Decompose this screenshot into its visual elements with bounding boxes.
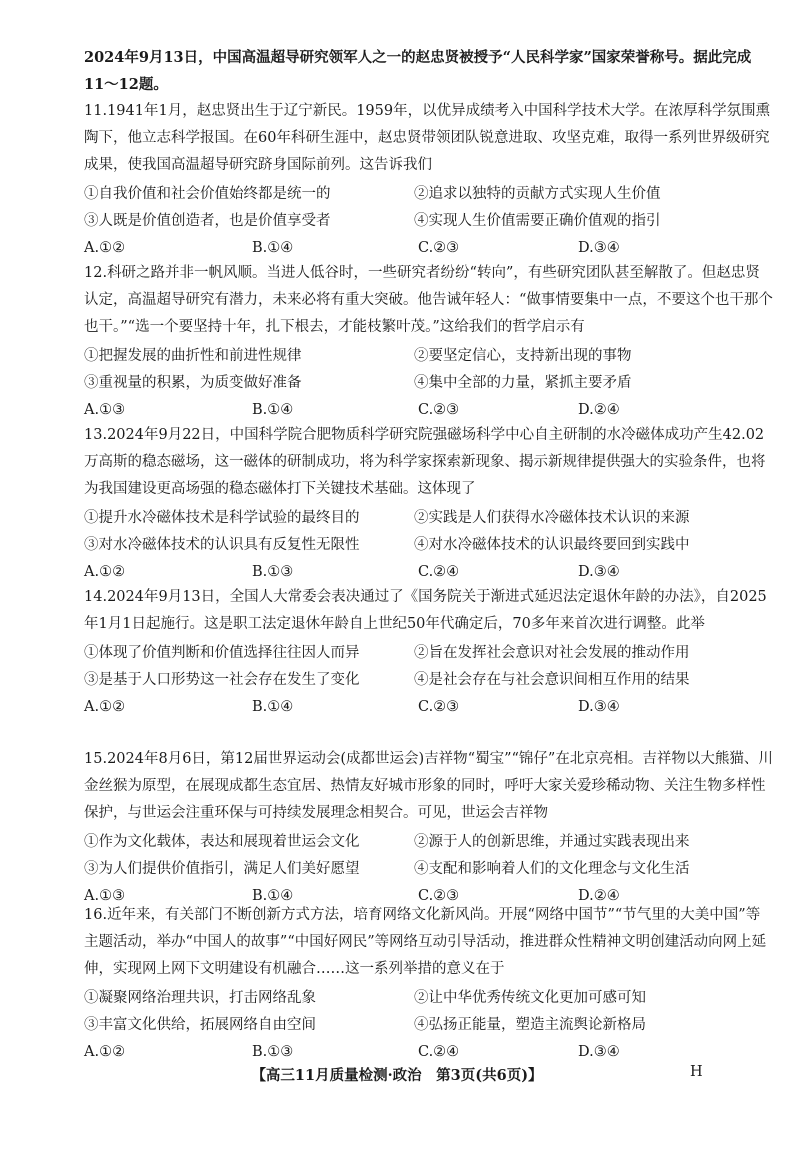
choice-a: A.①② [84, 1044, 126, 1060]
question-stem: 14.2024年9月13日，全国人大常委会表决通过了《国务院关于渐进式延迟法定退休年龄的办法》，自2025年1月1日起施行。这是职工法定退休年龄自上世纪50年代确定后，70多年来首次进行调整。此举 [84, 589, 767, 632]
choice-a: A.①③ [84, 402, 126, 418]
option-1: ①凝聚网络治理共识，打击网络乱象 [84, 990, 316, 1006]
choice-d: D.③④ [578, 564, 620, 580]
option-3: ③丰富文化供给，拓展网络自由空间 [84, 1017, 316, 1033]
choice-d: D.②④ [578, 402, 620, 418]
choice-d: D.③④ [578, 699, 620, 715]
question-stem: 15.2024年8月6日，第12届世界运动会(成都世运会)吉祥物“蜀宝”“锦仔”在北京亮相。吉祥物以大熊猫、川金丝猴为原型，在展现成都生态宜居、热情友好城市形象的同时，呼吁大家关爱珍稀动物、关注生物多样性保护，与世运会注重环保与可持续发展理念相契合。可见，世运会吉祥物 [84, 751, 773, 821]
option-4: ④集中全部的力量，紧抓主要矛盾 [414, 375, 632, 391]
choice-c: C.②③ [418, 699, 460, 715]
question-13 [84, 422, 774, 586]
option-1: ①自我价值和社会价值始终都是统一的 [84, 186, 331, 202]
option-3: ③人既是价值创造者，也是价值享受者 [84, 213, 331, 229]
choice-c: C.②③ [418, 240, 460, 256]
option-4: ④支配和影响着人们的文化理念与文化生活 [414, 861, 690, 877]
question-14 [84, 584, 774, 721]
option-list [84, 343, 774, 397]
option-3: ③是基于人口形势这一社会存在发生了变化 [84, 672, 360, 688]
question-16 [84, 902, 774, 1066]
choice-b: B.①③ [252, 564, 294, 580]
option-4: ④是社会存在与社会意识间相互作用的结果 [414, 672, 690, 688]
option-3: ③重视量的积累，为质变做好准备 [84, 375, 302, 391]
choice-list [84, 559, 774, 586]
option-list [84, 640, 774, 694]
choice-b: B.①③ [252, 1044, 294, 1060]
choice-d: D.③④ [578, 240, 620, 256]
choice-c: C.②④ [418, 564, 460, 580]
choice-b: B.①④ [252, 888, 294, 904]
choice-a: A.①② [84, 699, 126, 715]
question-12 [84, 260, 774, 424]
choice-c: C.②③ [418, 402, 460, 418]
option-4: ④对水冷磁体技术的认识最终要回到实践中 [414, 537, 690, 553]
option-3: ③为人们提供价值指引，满足人们美好愿望 [84, 861, 360, 877]
option-2: ②实践是人们获得水冷磁体技术认识的来源 [414, 510, 690, 526]
option-2: ②旨在发挥社会意识对社会发展的推动作用 [414, 645, 690, 661]
question-15 [84, 746, 774, 910]
option-list [84, 829, 774, 883]
option-list [84, 181, 774, 235]
choice-list [84, 1039, 774, 1066]
option-list [84, 985, 774, 1039]
option-2: ②追求以独特的贡献方式实现人生价值 [414, 186, 661, 202]
choice-a: A.①③ [84, 888, 126, 904]
option-1: ①作为文化载体，表达和展现着世运会文化 [84, 834, 360, 850]
option-1: ①把握发展的曲折性和前进性规律 [84, 348, 302, 364]
option-list [84, 505, 774, 559]
choice-c: C.②④ [418, 1044, 460, 1060]
choice-list [84, 235, 774, 262]
choice-d: D.②④ [578, 888, 620, 904]
option-2: ②让中华优秀传统文化更加可感可知 [414, 990, 646, 1006]
choice-c: C.②③ [418, 888, 460, 904]
question-stem: 12.科研之路并非一帆风顺。当进人低谷时，一些研究者纷纷“转向”，有些研究团队甚至解散了。但赵忠贤认定，高温超导研究有潜力，未来必将有重大突破。他告诫年轻人：“做事情要集中一点，不要这个也干那个也干。”“选一个要坚持十年，扎下根去，才能枝繁叶茂。”这给我们的哲学启示有 [84, 265, 773, 335]
choice-b: B.①④ [252, 240, 294, 256]
question-stem: 16.近年来，有关部门不断创新方式方法，培育网络文化新风尚。开展“网络中国节”“节气里的大美中国”等主题活动，举办“中国人的故事”“中国好网民”等网络互动引导活动，推进群众性精神文明创建活动向网上延伸，实现网上网下文明建设有机融合……这一系列举措的意义在于 [84, 907, 767, 977]
choice-b: B.①④ [252, 699, 294, 715]
intro-paragraph: 2024年9月13日，中国高温超导研究领军人之一的赵忠贤被授予“人民科学家”国家荣誉称号。据此完成11～12题。 [84, 49, 752, 93]
option-2: ②要坚定信心，支持新出现的事物 [414, 348, 632, 364]
choice-a: A.①② [84, 564, 126, 580]
option-3: ③对水冷磁体技术的认识具有反复性无限性 [84, 537, 360, 553]
question-stem: 13.2024年9月22日，中国科学院合肥物质科学研究院强磁场科学中心自主研制的水冷磁体成功产生42.02万高斯的稳态磁场，这一磁体的研制成功，将为科学家探索新现象、揭示新规律提供强大的实验条件，也将为我国建设更高场强的稳态磁体打下关键技术基础。这体现了 [84, 427, 766, 497]
option-2: ②源于人的创新思维，并通过实践表现出来 [414, 834, 690, 850]
choice-b: B.①④ [252, 402, 294, 418]
choice-a: A.①② [84, 240, 126, 256]
question-stem: 11.1941年1月，赵忠贤出生于辽宁新民。1959年，以优异成绩考入中国科学技术大学。在浓厚科学氛围熏陶下，他立志科学报国。在60年科研生涯中，赵忠贤带领团队锐意进取、攻坚克难，取得一系列世界级研究成果，使我国高温超导研究跻身国际前列。这告诉我们 [84, 103, 771, 173]
choice-list [84, 397, 774, 424]
option-1: ①提升水冷磁体技术是科学试验的最终目的 [84, 510, 360, 526]
option-4: ④实现人生价值需要正确价值观的指引 [414, 213, 661, 229]
question-11 [84, 98, 774, 262]
page-footer: 【高三11月质量检测·政治 第3页(共6页)】 [251, 1067, 543, 1084]
choice-d: D.③④ [578, 1044, 620, 1060]
option-1: ①体现了价值判断和价值选择往往因人而异 [84, 645, 360, 661]
choice-list [84, 694, 774, 721]
version-code: H [690, 1064, 703, 1080]
option-4: ④弘扬正能量，塑造主流舆论新格局 [414, 1017, 646, 1033]
